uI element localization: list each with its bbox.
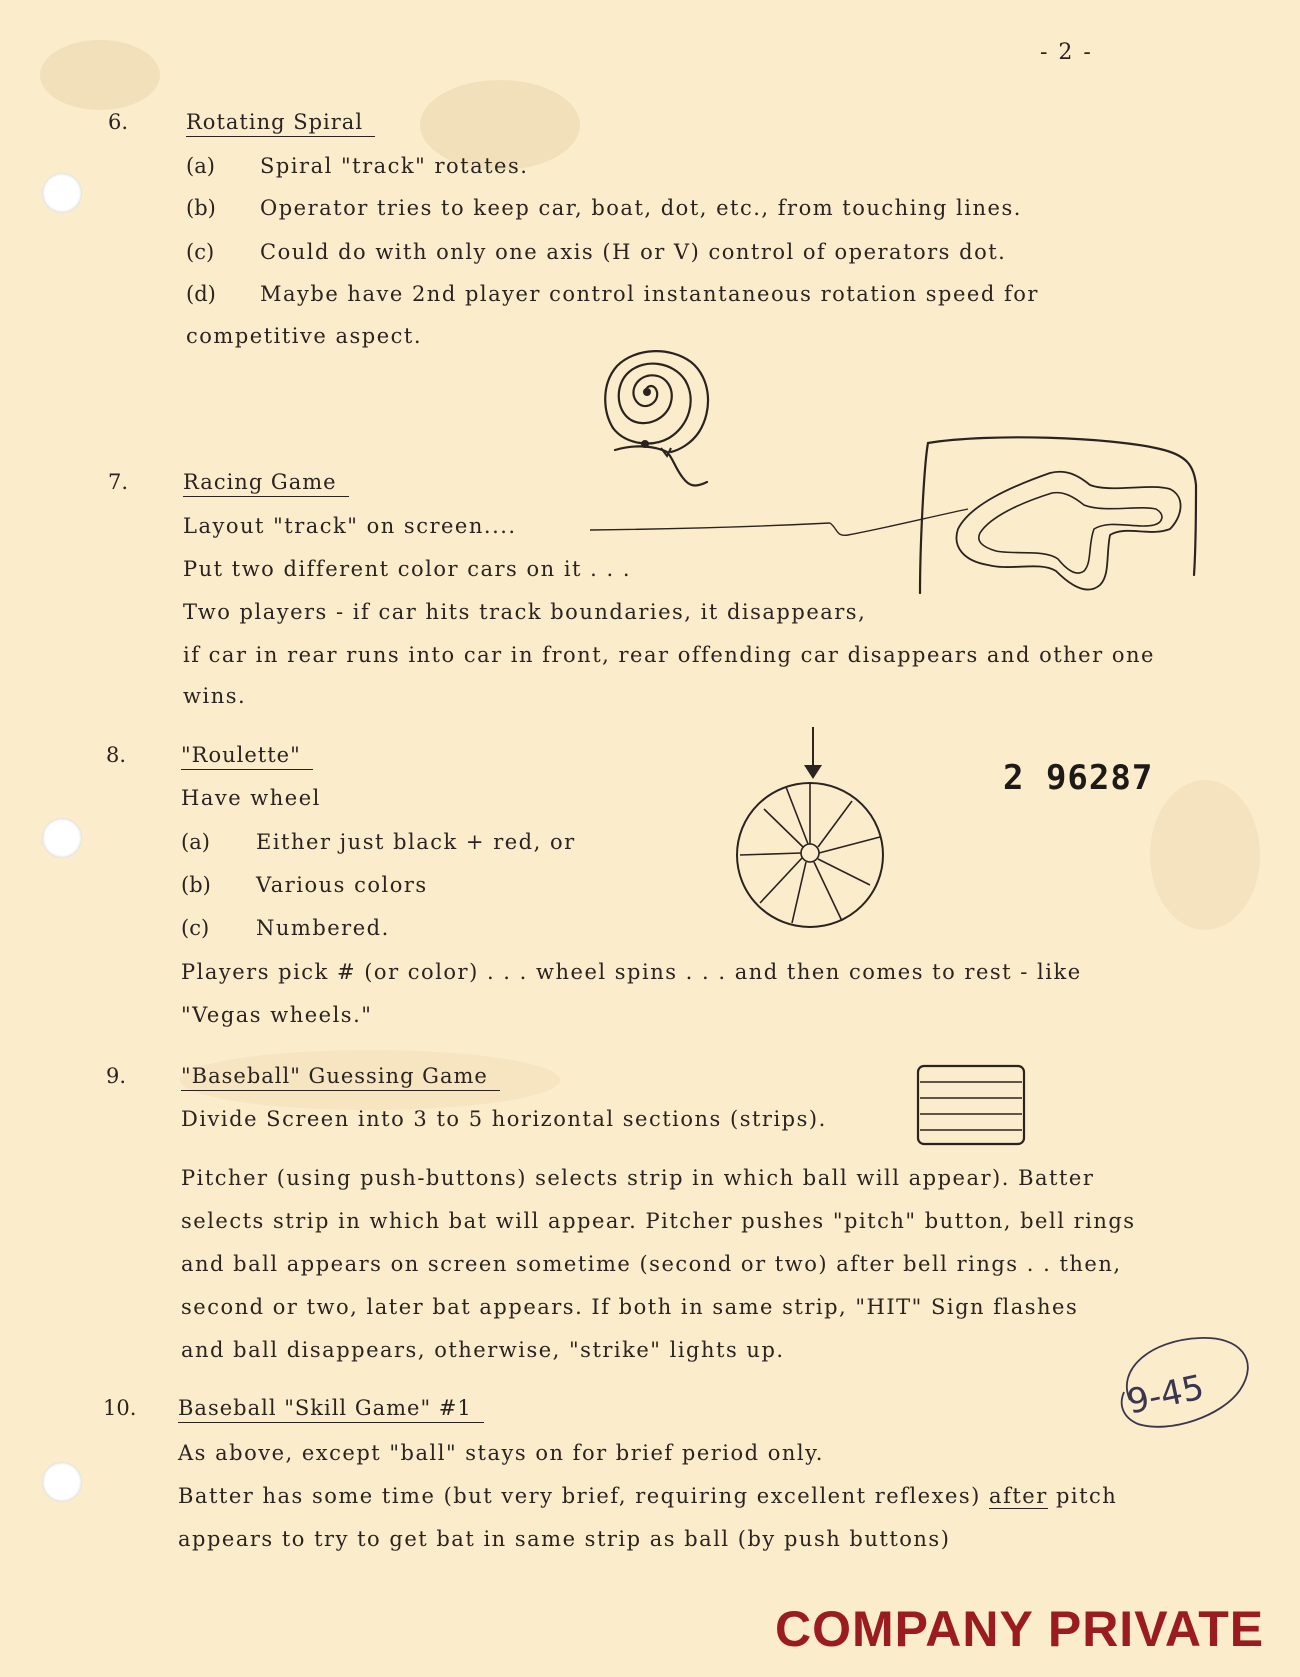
item-label: (b) [186, 196, 216, 220]
item-label: (d) [186, 282, 216, 306]
paper-stain [1150, 780, 1260, 930]
punch-hole [42, 173, 82, 213]
body-line: and ball appears on screen sometime (second or two) after bell rings . . then, [181, 1252, 1122, 1276]
roulette-wheel-sketch [730, 725, 890, 935]
body-line: "Vegas wheels." [181, 1003, 373, 1027]
body-line: selects strip in which bat will appear. Pitcher pushes "pitch" button, bell rings [181, 1209, 1136, 1233]
body-line: appears to try to get bat in same strip as ball (by push buttons) [178, 1527, 951, 1551]
item-label: (c) [186, 240, 215, 264]
item-label: (b) [181, 873, 211, 897]
body-line: Layout "track" on screen.... [183, 514, 517, 538]
section-heading: Rotating Spiral [186, 110, 375, 137]
body-line: competitive aspect. [186, 324, 423, 348]
handwritten-note: 9-45 [1123, 1367, 1208, 1423]
section-number: 9. [106, 1064, 127, 1088]
item-text: Spiral "track" rotates. [260, 154, 529, 178]
body-text: Batter has some time (but very brief, requiring excellent reflexes) [178, 1484, 981, 1508]
section-heading: Racing Game [183, 470, 349, 497]
item-text: Could do with only one axis (H or V) control of operators dot. [260, 240, 1007, 264]
item-text: Various colors [256, 873, 428, 897]
body-line: Divide Screen into 3 to 5 horizontal sections (strips). [181, 1107, 827, 1131]
item-text: Either just black + red, or [256, 830, 576, 854]
item-label: (a) [181, 830, 210, 854]
paper-stain [40, 40, 160, 110]
body-line: As above, except "ball" stays on for brief period only. [178, 1441, 824, 1465]
item-label: (a) [186, 154, 215, 178]
body-line: Have wheel [181, 786, 321, 810]
section-number: 6. [108, 110, 129, 134]
section-number: 7. [108, 470, 129, 494]
company-private-stamp: COMPANY PRIVATE [775, 1601, 1265, 1657]
body-line: wins. [183, 684, 247, 708]
section-heading: "Baseball" Guessing Game [181, 1064, 500, 1091]
body-line [178, 1484, 1117, 1508]
section-heading: "Roulette" [181, 743, 313, 770]
punch-hole [42, 1462, 82, 1502]
section-heading: Baseball "Skill Game" #1 [178, 1396, 484, 1423]
body-line: if car in rear runs into car in front, rear offending car disappears and other one [183, 643, 1155, 667]
body-line: Put two different color cars on it . . . [183, 557, 632, 581]
item-label: (c) [181, 916, 210, 940]
body-line: Players pick # (or color) . . . wheel spins . . . and then comes to rest - like [181, 960, 1082, 984]
race-track-sketch [590, 425, 1230, 635]
body-line: and ball disappears, otherwise, "strike" lights up. [181, 1338, 785, 1362]
item-text: Operator tries to keep car, boat, dot, etc., from touching lines. [260, 196, 1022, 220]
body-text: pitch [1055, 1484, 1118, 1508]
punch-hole [42, 818, 82, 858]
item-text: Numbered. [256, 916, 390, 940]
section-number: 10. [103, 1396, 137, 1420]
body-line: second or two, later bat appears. If both in same strip, "HIT" Sign flashes [181, 1295, 1079, 1319]
page-number: - 2 - [1040, 40, 1093, 65]
body-line: Two players - if car hits track boundaries, it disappears, [183, 600, 867, 624]
body-line: Pitcher (using push-buttons) selects strip in which ball will appear). Batter [181, 1166, 1095, 1190]
underlined-word: after [989, 1484, 1048, 1508]
item-text: Maybe have 2nd player control instantaneous rotation speed for [260, 282, 1039, 306]
section-number: 8. [106, 743, 127, 767]
document-number-stamp: 2 96287 [1003, 758, 1154, 798]
screen-strips-sketch [910, 1062, 1030, 1152]
